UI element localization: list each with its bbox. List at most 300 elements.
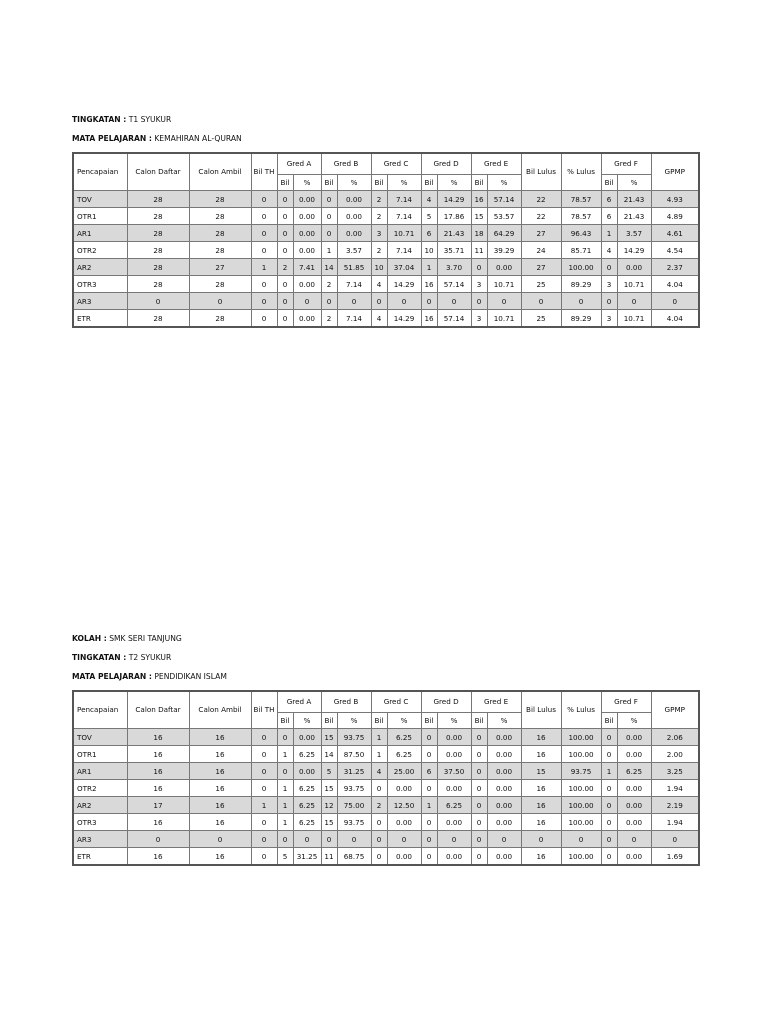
table-cell: 0 [651, 831, 699, 848]
table-cell: 2.37 [651, 259, 699, 276]
table-cell: 1.69 [651, 848, 699, 866]
table-cell: 0.00 [617, 259, 651, 276]
table-cell: 0 [251, 729, 277, 746]
table-cell: 1 [601, 225, 617, 242]
table-cell: 28 [189, 310, 251, 328]
table-cell: 16 [189, 780, 251, 797]
table-cell: 0 [387, 831, 421, 848]
row-label: TOV [73, 191, 127, 208]
table-cell: 0 [521, 293, 561, 310]
table-cell: 3 [471, 276, 487, 293]
table-cell: 7.14 [387, 208, 421, 225]
table-cell: 22 [521, 191, 561, 208]
table-cell: 78.57 [561, 208, 601, 225]
table-row [73, 729, 699, 746]
table-cell: 0 [521, 831, 561, 848]
table-cell: 87.50 [337, 746, 371, 763]
subheader-bil: Bil [601, 713, 617, 729]
subheader-pct: % [293, 175, 321, 191]
table-cell: 0 [471, 763, 487, 780]
mata-pelajaran-label: MATA PELAJARAN : [72, 134, 152, 143]
table-cell: 1 [251, 259, 277, 276]
table-cell: 14.29 [617, 242, 651, 259]
table-cell: 27 [521, 225, 561, 242]
table-cell: 0 [251, 831, 277, 848]
row-label: ETR [73, 848, 127, 866]
header-gred-c: Gred C [371, 153, 421, 175]
table-cell: 2 [321, 310, 337, 328]
table-cell: 0 [251, 225, 277, 242]
table-cell: 6 [421, 763, 437, 780]
subheader-pct: % [337, 175, 371, 191]
table-cell: 100.00 [561, 814, 601, 831]
table-cell: 64.29 [487, 225, 521, 242]
table-cell: 0 [421, 814, 437, 831]
table-cell: 4 [371, 763, 387, 780]
table-cell: 16 [127, 763, 189, 780]
table-cell: 14.29 [437, 191, 471, 208]
row-label: TOV [73, 729, 127, 746]
subheader-pct: % [387, 713, 421, 729]
table-row [73, 797, 699, 814]
table-cell: 2.06 [651, 729, 699, 746]
table-cell: 16 [127, 729, 189, 746]
table-row [73, 780, 699, 797]
table-cell: 1 [421, 797, 437, 814]
table-cell: 0 [251, 242, 277, 259]
table-cell: 15 [471, 208, 487, 225]
table-cell: 4 [371, 276, 387, 293]
table-cell: 21.43 [617, 191, 651, 208]
table-cell: 3 [471, 310, 487, 328]
table-cell: 3 [371, 225, 387, 242]
header-gred-b: Gred B [321, 153, 371, 175]
table-row [73, 831, 699, 848]
header-gred-d: Gred D [421, 691, 471, 713]
row-label: AR3 [73, 293, 127, 310]
table-cell: 0 [651, 293, 699, 310]
table-cell: 1.94 [651, 814, 699, 831]
table-cell: 28 [189, 276, 251, 293]
table-cell: 15 [321, 780, 337, 797]
table-cell: 0 [421, 746, 437, 763]
table-cell: 0 [277, 208, 293, 225]
header-gred-c: Gred C [371, 691, 421, 713]
table-cell: 7.14 [337, 276, 371, 293]
table-cell: 0 [601, 729, 617, 746]
table-cell: 0 [561, 293, 601, 310]
header-pct-lulus: % Lulus [561, 691, 601, 729]
table-cell: 93.75 [337, 729, 371, 746]
table-cell: 0 [277, 242, 293, 259]
subheader-bil: Bil [277, 713, 293, 729]
header-calon-daftar: Calon Daftar [127, 691, 189, 729]
table-cell: 17 [127, 797, 189, 814]
table-cell: 16 [189, 746, 251, 763]
table-row [73, 814, 699, 831]
table-cell: 0 [321, 293, 337, 310]
mata-pelajaran-label: MATA PELAJARAN : [72, 672, 152, 681]
kolah-label: KOLAH : [72, 634, 107, 643]
table-cell: 57.14 [437, 310, 471, 328]
table-cell: 57.14 [487, 191, 521, 208]
table-cell: 53.57 [487, 208, 521, 225]
table-cell: 39.29 [487, 242, 521, 259]
table-cell: 0 [251, 310, 277, 328]
results-table-1 [72, 152, 700, 328]
table-cell: 16 [189, 848, 251, 866]
table-cell: 0.00 [437, 746, 471, 763]
table-cell: 0.00 [617, 746, 651, 763]
header-bil-lulus: Bil Lulus [521, 153, 561, 191]
table-cell: 0 [251, 293, 277, 310]
header-bil-th: Bil TH [251, 691, 277, 729]
table-cell: 10.71 [617, 310, 651, 328]
table-cell: 10 [421, 242, 437, 259]
table-cell: 4.54 [651, 242, 699, 259]
table-cell: 100.00 [561, 797, 601, 814]
table-cell: 1 [371, 729, 387, 746]
row-label: OTR1 [73, 208, 127, 225]
table-cell: 6 [601, 191, 617, 208]
table-cell: 0.00 [293, 310, 321, 328]
subheader-bil: Bil [471, 175, 487, 191]
table-cell: 31.25 [293, 848, 321, 866]
table-cell: 0.00 [337, 208, 371, 225]
subheader-bil: Bil [471, 713, 487, 729]
tingkatan-line [72, 652, 698, 663]
table-cell: 25 [521, 276, 561, 293]
table-cell: 0 [601, 831, 617, 848]
tingkatan-label: TINGKATAN : [72, 653, 127, 662]
table-cell: 28 [127, 276, 189, 293]
table-cell: 3.25 [651, 763, 699, 780]
subheader-bil: Bil [321, 175, 337, 191]
table-cell: 5 [277, 848, 293, 866]
table-cell: 0 [371, 780, 387, 797]
table-cell: 16 [421, 310, 437, 328]
table-cell: 28 [127, 259, 189, 276]
table-cell: 0 [321, 831, 337, 848]
table-body-2 [73, 729, 699, 866]
table-cell: 0 [561, 831, 601, 848]
table-cell: 0.00 [617, 797, 651, 814]
table-cell: 3.57 [617, 225, 651, 242]
table-cell: 7.14 [387, 191, 421, 208]
table-cell: 16 [521, 729, 561, 746]
table-cell: 12.50 [387, 797, 421, 814]
header-pencapaian: Pencapaian [73, 691, 127, 729]
table-cell: 16 [421, 276, 437, 293]
table-cell: 0 [471, 814, 487, 831]
table-cell: 4 [371, 310, 387, 328]
table-cell: 21.43 [437, 225, 471, 242]
table-cell: 25 [521, 310, 561, 328]
table-cell: 16 [521, 797, 561, 814]
subheader-bil: Bil [371, 175, 387, 191]
subheader-pct: % [487, 713, 521, 729]
table-cell: 4 [601, 242, 617, 259]
table-cell: 0 [601, 780, 617, 797]
table-cell: 0 [277, 225, 293, 242]
header-calon-daftar: Calon Daftar [127, 153, 189, 191]
table-cell: 1.94 [651, 780, 699, 797]
table-cell: 0.00 [387, 814, 421, 831]
table-cell: 0 [371, 293, 387, 310]
table-cell: 28 [127, 242, 189, 259]
section-1 [72, 114, 698, 328]
table-cell: 0 [321, 225, 337, 242]
table-cell: 0.00 [387, 780, 421, 797]
table-cell: 0.00 [487, 848, 521, 866]
table-cell: 18 [471, 225, 487, 242]
table-row [73, 310, 699, 328]
table-cell: 0.00 [387, 848, 421, 866]
table-cell: 0.00 [437, 848, 471, 866]
header-calon-ambil: Calon Ambil [189, 691, 251, 729]
table-cell: 0 [277, 310, 293, 328]
subheader-bil: Bil [421, 175, 437, 191]
table-cell: 31.25 [337, 763, 371, 780]
table-cell: 2.00 [651, 746, 699, 763]
header-gred-a: Gred A [277, 153, 321, 175]
table-cell: 28 [189, 225, 251, 242]
header-gred-e: Gred E [471, 153, 521, 175]
row-label: OTR3 [73, 814, 127, 831]
table-cell: 100.00 [561, 848, 601, 866]
table-cell: 0.00 [337, 191, 371, 208]
table-cell: 0.00 [487, 797, 521, 814]
table-cell: 0 [601, 797, 617, 814]
table-cell: 0 [617, 293, 651, 310]
table-cell: 2 [321, 276, 337, 293]
table-cell: 0.00 [617, 814, 651, 831]
table-cell: 0 [277, 276, 293, 293]
table-cell: 16 [127, 780, 189, 797]
table-cell: 16 [521, 746, 561, 763]
table-cell: 16 [189, 729, 251, 746]
table-cell: 0.00 [293, 276, 321, 293]
table-cell: 0 [421, 729, 437, 746]
table-cell: 10.71 [387, 225, 421, 242]
table-cell: 6.25 [617, 763, 651, 780]
table-cell: 0 [321, 208, 337, 225]
row-label: AR2 [73, 259, 127, 276]
table-cell: 0 [277, 831, 293, 848]
subheader-bil: Bil [371, 713, 387, 729]
table-row [73, 191, 699, 208]
table-cell: 25.00 [387, 763, 421, 780]
table-cell: 0 [371, 848, 387, 866]
table-cell: 0.00 [487, 259, 521, 276]
table-cell: 0 [321, 191, 337, 208]
table-cell: 28 [189, 242, 251, 259]
table-cell: 1 [277, 797, 293, 814]
table-cell: 2 [371, 797, 387, 814]
table-cell: 15 [321, 814, 337, 831]
row-label: AR2 [73, 797, 127, 814]
header-gred-a: Gred A [277, 691, 321, 713]
table-cell: 0 [371, 814, 387, 831]
table-cell: 6 [601, 208, 617, 225]
table-row [73, 208, 699, 225]
table-cell: 21.43 [617, 208, 651, 225]
table-cell: 0 [337, 831, 371, 848]
table-cell: 16 [189, 814, 251, 831]
header-calon-ambil: Calon Ambil [189, 153, 251, 191]
table-cell: 0 [337, 293, 371, 310]
table-cell: 0 [251, 763, 277, 780]
table-cell: 22 [521, 208, 561, 225]
table-cell: 37.04 [387, 259, 421, 276]
table-cell: 35.71 [437, 242, 471, 259]
table-cell: 16 [127, 848, 189, 866]
table-cell: 0.00 [437, 780, 471, 797]
row-label: OTR2 [73, 780, 127, 797]
row-label: AR1 [73, 763, 127, 780]
table-cell: 2 [371, 191, 387, 208]
table-cell: 51.85 [337, 259, 371, 276]
header-gred-d: Gred D [421, 153, 471, 175]
table-cell: 6.25 [387, 729, 421, 746]
table-cell: 12 [321, 797, 337, 814]
subheader-pct: % [387, 175, 421, 191]
row-label: OTR1 [73, 746, 127, 763]
table-cell: 0.00 [437, 814, 471, 831]
header-gred-f: Gred F [601, 691, 651, 713]
table-cell: 7.41 [293, 259, 321, 276]
table-cell: 0 [601, 746, 617, 763]
subheader-pct: % [293, 713, 321, 729]
header-gpmp: GPMP [651, 153, 699, 191]
table-cell: 28 [127, 310, 189, 328]
table-cell: 5 [321, 763, 337, 780]
table-cell: 100.00 [561, 746, 601, 763]
table-cell: 0.00 [337, 225, 371, 242]
table-cell: 6.25 [437, 797, 471, 814]
table-cell: 1 [277, 746, 293, 763]
tingkatan-value: T1 SYUKUR [128, 115, 172, 124]
table-cell: 0.00 [487, 763, 521, 780]
table-cell: 28 [127, 208, 189, 225]
table-cell: 16 [127, 746, 189, 763]
table-cell: 7.14 [387, 242, 421, 259]
table-cell: 1 [421, 259, 437, 276]
table-cell: 89.29 [561, 276, 601, 293]
row-label: AR3 [73, 831, 127, 848]
table-cell: 0 [293, 293, 321, 310]
table-cell: 0 [251, 848, 277, 866]
table-cell: 10.71 [487, 276, 521, 293]
table-cell: 0.00 [617, 729, 651, 746]
kolah-value: SMK SERI TANJUNG [109, 634, 182, 643]
table-cell: 14 [321, 746, 337, 763]
table-cell: 0 [487, 293, 521, 310]
table-cell: 17.86 [437, 208, 471, 225]
table-cell: 0 [471, 293, 487, 310]
table-cell: 0 [277, 293, 293, 310]
subheader-bil: Bil [601, 175, 617, 191]
table-cell: 1 [321, 242, 337, 259]
table-cell: 0 [127, 293, 189, 310]
table-cell: 2 [371, 208, 387, 225]
table-cell: 1 [277, 814, 293, 831]
table-cell: 0 [189, 831, 251, 848]
subheader-bil: Bil [421, 713, 437, 729]
table-cell: 0.00 [487, 746, 521, 763]
table-cell: 0 [371, 831, 387, 848]
table-row [73, 276, 699, 293]
table-cell: 0.00 [487, 729, 521, 746]
table-cell: 0 [601, 814, 617, 831]
table-cell: 96.43 [561, 225, 601, 242]
table-cell: 28 [127, 225, 189, 242]
table-cell: 0 [251, 746, 277, 763]
header-gred-f: Gred F [601, 153, 651, 175]
table-row [73, 746, 699, 763]
table-cell: 100.00 [561, 729, 601, 746]
table-cell: 0.00 [617, 780, 651, 797]
table-cell: 0 [471, 746, 487, 763]
table-cell: 4.04 [651, 310, 699, 328]
table-cell: 15 [521, 763, 561, 780]
tingkatan-value: T2 SYUKUR [128, 653, 172, 662]
row-label: AR1 [73, 225, 127, 242]
table-cell: 14.29 [387, 276, 421, 293]
mata-pelajaran-value: PENDIDIKAN ISLAM [154, 672, 227, 681]
table-cell: 93.75 [337, 780, 371, 797]
mata-pelajaran-value: KEMAHIRAN AL-QURAN [154, 134, 242, 143]
table-cell: 0 [421, 293, 437, 310]
table-cell: 28 [189, 208, 251, 225]
table-cell: 14 [321, 259, 337, 276]
table-cell: 0 [471, 848, 487, 866]
table-cell: 28 [189, 191, 251, 208]
table-cell: 3 [601, 276, 617, 293]
tingkatan-line [72, 114, 698, 125]
table-cell: 0 [617, 831, 651, 848]
table-cell: 3.57 [337, 242, 371, 259]
table-cell: 5 [421, 208, 437, 225]
table-cell: 0 [471, 729, 487, 746]
table-cell: 3.70 [437, 259, 471, 276]
table-cell: 14.29 [387, 310, 421, 328]
table-cell: 27 [521, 259, 561, 276]
table-cell: 0.00 [617, 848, 651, 866]
table-cell: 6.25 [293, 814, 321, 831]
tingkatan-label: TINGKATAN : [72, 115, 127, 124]
table-cell: 0 [601, 848, 617, 866]
table-cell: 37.50 [437, 763, 471, 780]
table-body-1 [73, 191, 699, 328]
table-cell: 93.75 [337, 814, 371, 831]
table-cell: 3 [601, 310, 617, 328]
header-bil-lulus: Bil Lulus [521, 691, 561, 729]
table-cell: 6.25 [293, 780, 321, 797]
table-cell: 1 [371, 746, 387, 763]
table-row [73, 242, 699, 259]
table-cell: 0.00 [487, 814, 521, 831]
table-cell: 100.00 [561, 780, 601, 797]
table-cell: 11 [321, 848, 337, 866]
table-cell: 0 [277, 763, 293, 780]
subheader-pct: % [337, 713, 371, 729]
table-row [73, 763, 699, 780]
table-cell: 0 [487, 831, 521, 848]
table-cell: 0 [601, 293, 617, 310]
table-cell: 89.29 [561, 310, 601, 328]
mata-pelajaran-line [72, 671, 698, 682]
